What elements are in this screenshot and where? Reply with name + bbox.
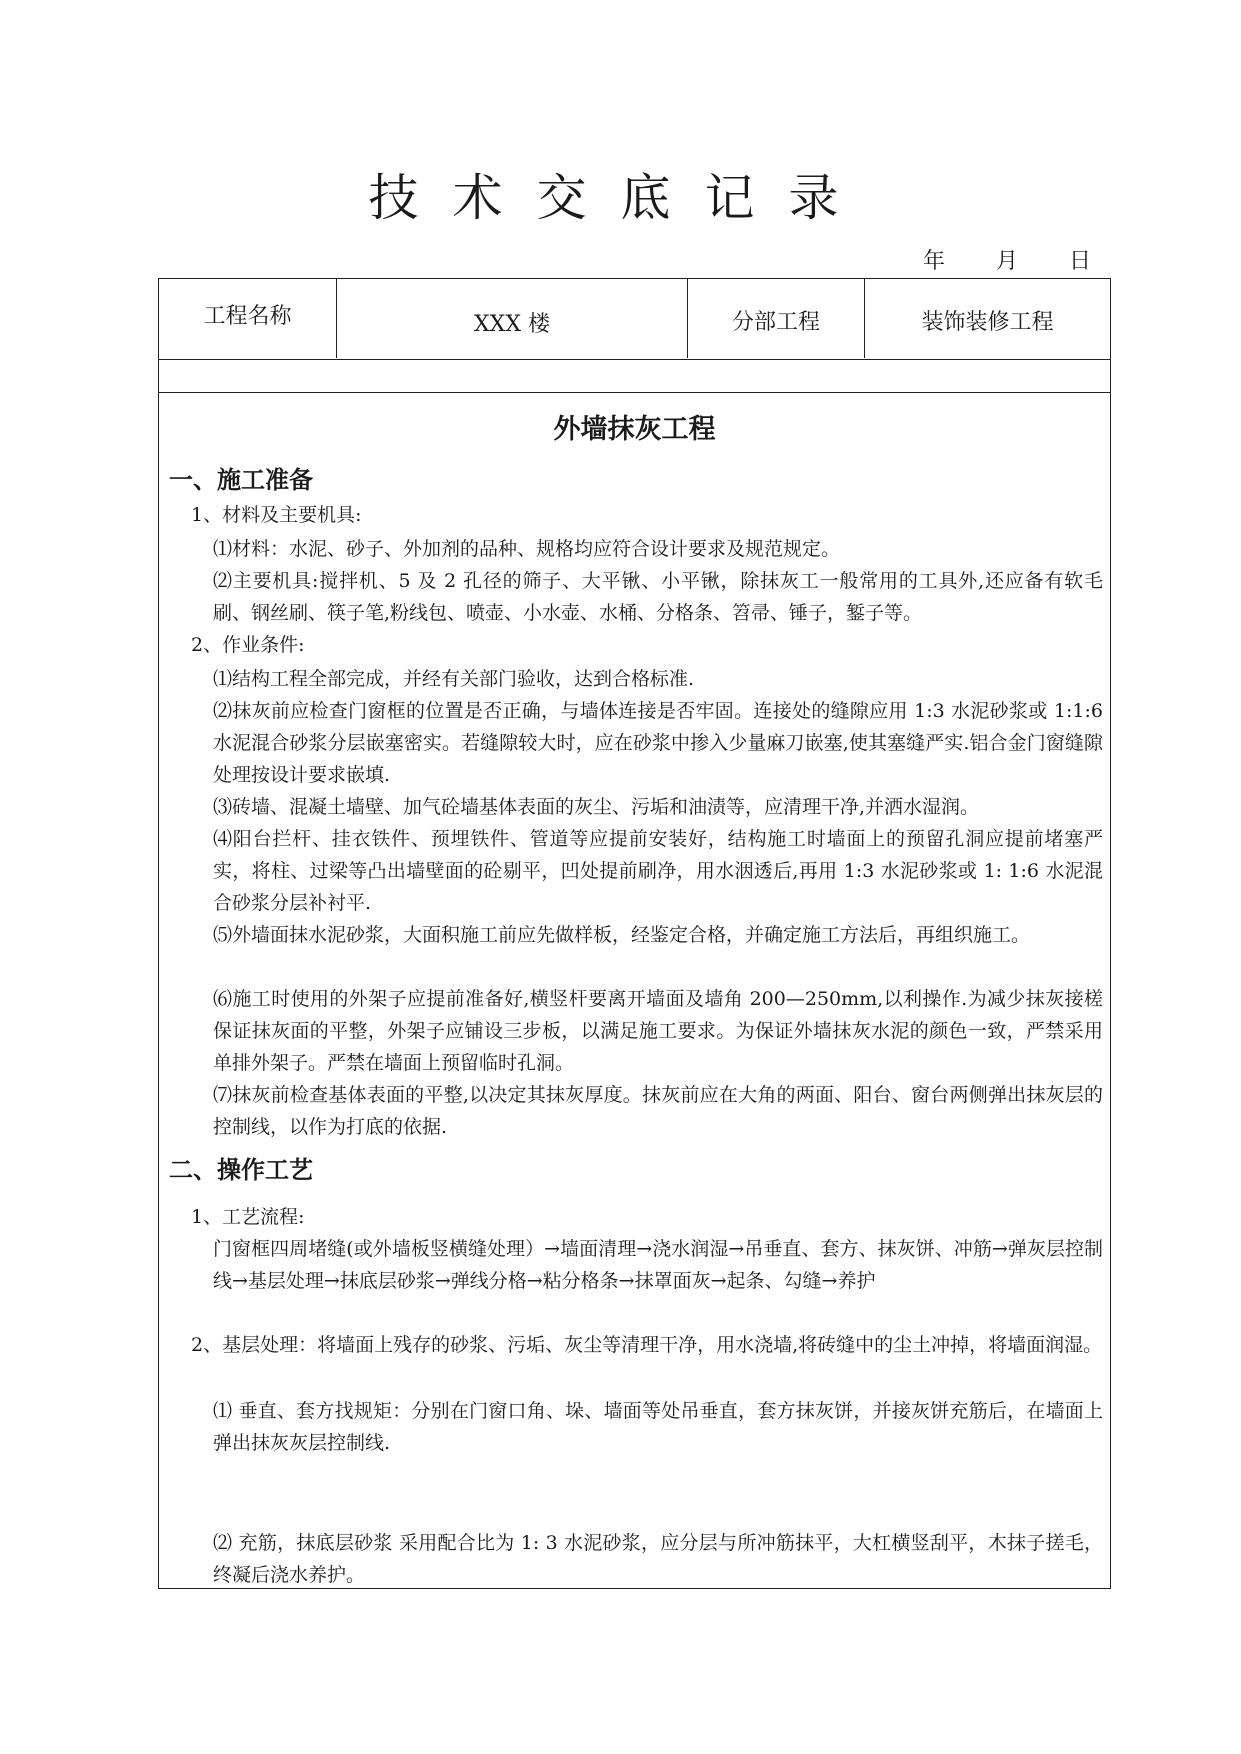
section1-p5: ⑶砖墙、混凝土墙壁、加气砼墙基体表面的灰尘、污垢和油渍等，应清理干净,并洒水湿润。 [213,796,980,818]
section1-p8: ⑹施工时使用的外架子应提前准备好,横竖杆要离开墙面及墙角 200—250mm,以利操作.为减少抹灰接槎保证抹灰面的平整，外架子应铺设三步板，以满足施工要求。为保证外墙抹灰水泥的颜色一致，严禁采用单排外架子。严禁在墙面上预留临时孔洞。 [213,988,1103,1074]
section1-p2: ⑵主要机具:搅拌机、5 及 2 孔径的筛子、大平锹、小平锹，除抹灰工一般常用的工具外,还应备有软毛刷、钢丝刷、筷子笔,粉线包、喷壶、小水壶、水桶、分格条、笤帚、锤子，錾子等。 [213,570,1103,624]
section1-p3: ⑴结构工程全部完成，并经有关部门验收，达到合格标准. [213,668,695,690]
project-name-value: XXX 楼 [337,279,688,358]
section1-heading: 一、施工准备 [169,465,313,494]
section1-p7: ⑸外墙面抹水泥砂浆，大面积施工前应先做样板，经鉴定合格，并确定施工方法后，再组织施工。 [213,924,1031,946]
record-table [158,278,1111,1589]
process-flow: 门窗框四周堵缝(或外墙板竖横缝处理）→墙面清理→浇水润湿→吊垂直、套方、抹灰饼、冲筋→弹灰层控制线→基层处理→抹底层砂浆→弹线分格→粘分格条→抹罩面灰→起条、勾缝→养护 [213,1238,1103,1292]
section1-p9: ⑺抹灰前检查基体表面的平整,以决定其抹灰厚度。抹灰前应在大角的两面、阳台、窗台两侧弹出抹灰层的控制线，以作为打底的依据. [213,1084,1103,1138]
document-title: 技术交底记录 [368,169,873,227]
year-label: 年 [922,249,945,274]
project-name-label: 工程名称 [159,279,337,358]
section1-item2: 2、作业条件: [191,634,305,656]
blank-row [159,360,1110,393]
section2-sub2: ⑵ 充筋，抹底层砂浆 采用配合比为 1: 3 水泥砂浆，应分层与所冲筋抹平，大杠横竖刮平，木抹子搓毛，终凝后浇水养护。 [213,1532,1103,1586]
division-label: 分部工程 [688,279,865,358]
header-row [159,279,1110,360]
section1-item1: 1、材料及主要机具: [191,504,362,526]
section2-sub1: ⑴ 垂直、套方找规矩：分别在门窗口角、垛、墙面等处吊垂直，套方抹灰饼，并接灰饼充筋后，在墙面上弹出抹灰灰层控制线. [213,1400,1103,1454]
section2-item2: 2、基层处理：将墙面上残存的砂浆、污垢、灰尘等清理干净，用水浇墙,将砖缝中的尘土冲掉，将墙面润湿。 [191,1334,1103,1356]
section1-p4: ⑵抹灰前应检查门窗框的位置是否正确，与墙体连接是否牢固。连接处的缝隙应用 1:3 水泥砂浆或 1:1:6 水泥混合砂浆分层嵌塞密实。若缝隙较大时，应在砂浆中掺入少量麻刀嵌塞,使其塞缝严实.铝合金门窗缝隙处理按设计要求嵌填. [213,700,1103,786]
month-label: 月 [995,249,1018,274]
day-label: 日 [1068,249,1091,274]
division-value: 装饰装修工程 [921,310,1054,335]
section2-item1: 1、工艺流程: [191,1206,305,1228]
section-title: 外墙抹灰工程 [553,414,716,445]
section2-heading: 二、操作工艺 [169,1155,313,1184]
date-line [879,248,1091,276]
section1-p1: ⑴材料：水泥、砂子、外加剂的品种、规格均应符合设计要求及规范规定。 [213,538,841,560]
section1-p6: ⑷阳台拦杆、挂衣铁件、预埋铁件、管道等应提前安装好，结构施工时墙面上的预留孔洞应提前堵塞严实，将柱、过梁等凸出墙壁面的砼剔平，凹处提前刷净，用水洇透后,再用 1:3 水泥砂浆或 1: 1:6 水泥混合砂浆分层补衬平. [213,828,1103,914]
